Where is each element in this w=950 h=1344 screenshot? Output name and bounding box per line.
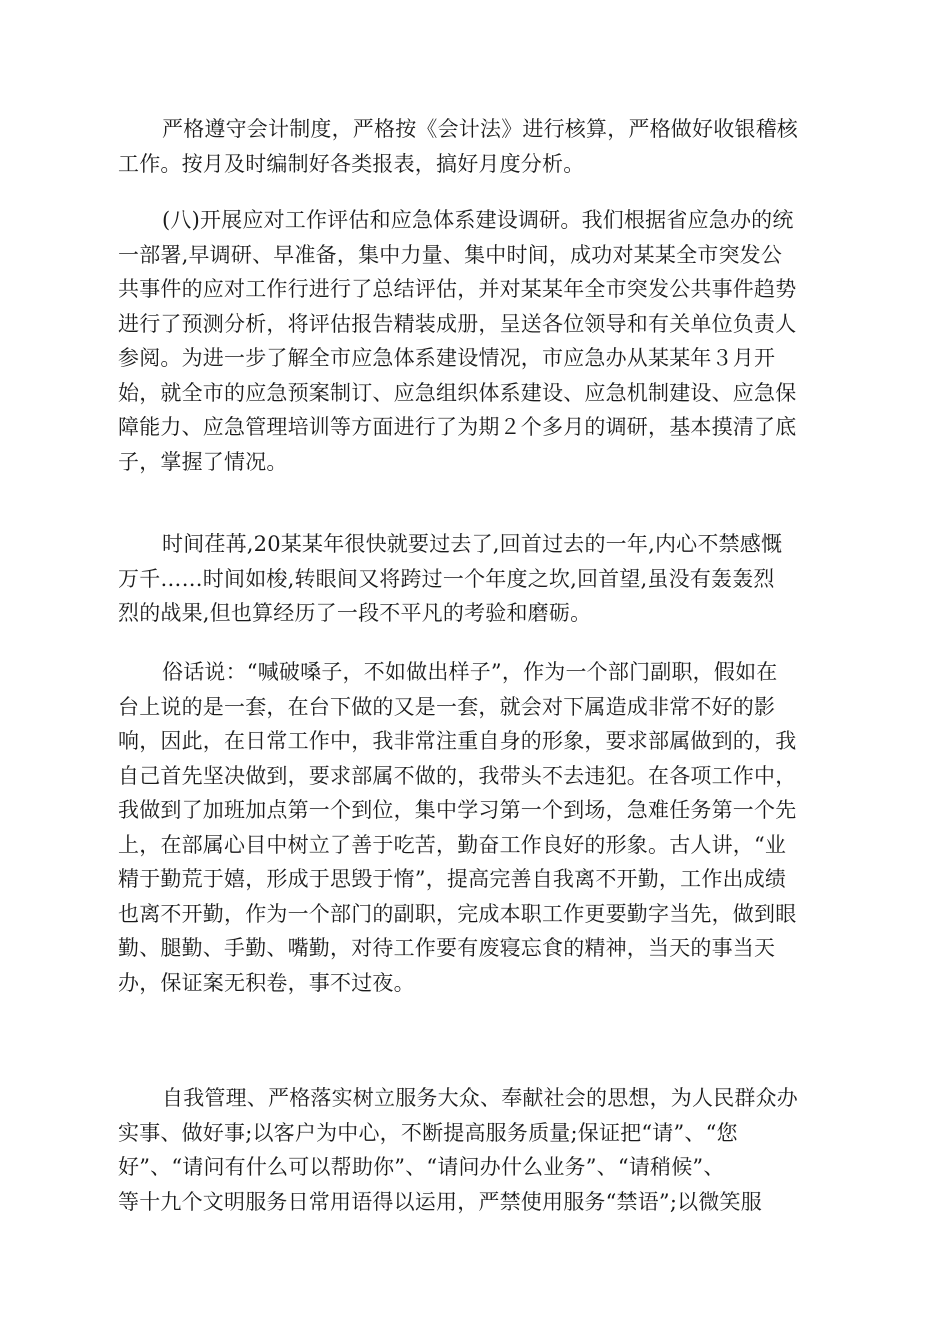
text-line: 精于勤荒于嬉，形成于思毁于惰”，提高完善自我离不开勤，工作出成绩 xyxy=(118,867,787,891)
text-line: 自我管理、严格落实树立服务大众、奉献社会的思想，为人民群众办 xyxy=(162,1086,798,1110)
text-line: 好”、“请问有什么可以帮助你”、“请问办什么业务”、“请稍候”、 xyxy=(118,1155,725,1179)
text-line: 子，掌握了情况。 xyxy=(118,449,288,474)
text-line: 实事、做好事;以客户为中心，不断提高服务质量;保证把“请”、“您 xyxy=(118,1120,738,1145)
text-line: 响，因此，在日常工作中，我非常注重自身的形象，要求部属做到的，我 xyxy=(118,729,797,753)
text-line: 自己首先坚决做到，要求部属不做的，我带头不去违犯。在各项工作中， xyxy=(118,763,797,788)
text-line: 烈的战果,但也算经历了一段不平凡的考验和磨砺。 xyxy=(118,601,592,625)
text-line: 时间荏苒,20某某年很快就要过去了,回首过去的一年,内心不禁感慨 xyxy=(162,532,783,556)
paragraph-emergency-assessment xyxy=(118,203,838,479)
paragraph-accounting xyxy=(118,112,838,181)
text-line: 勤、腿勤、手勤、嘴勤，对待工作要有废寝忘食的精神，当天的事当天 xyxy=(118,936,776,960)
text-line: 上，在部属心目中树立了善于吃苦，勤奋工作良好的形象。古人讲，“业 xyxy=(118,832,787,857)
text-line: 办，保证案无积卷，事不过夜。 xyxy=(118,970,415,995)
text-line: 严格遵守会计制度，严格按《会计法》进行核算，严格做好收银稽核 xyxy=(162,117,798,141)
text-line: 工作。按月及时编制好各类报表，搞好月度分析。 xyxy=(118,151,585,176)
text-line: 障能力、应急管理培训等方面进行了为期２个多月的调研，基本摸清了底 xyxy=(118,415,797,439)
paragraph-service-management xyxy=(118,1081,838,1219)
text-line: 俗话说：“喊破嗓子，不如做出样子”，作为一个部门副职，假如在 xyxy=(162,660,778,684)
text-line: 等十九个文明服务日常用语得以运用，严禁使用服务“禁语”;以微笑服 xyxy=(118,1189,762,1214)
paragraph-leadership-example xyxy=(118,655,838,1000)
text-line: 始，就全市的应急预案制订、应急组织体系建设、应急机制建设、应急保 xyxy=(118,380,797,405)
text-line: 万千……时间如梭,转眼间又将跨过一个年度之坎,回首望,虽没有轰轰烈 xyxy=(118,566,775,591)
text-line: (八)开展应对工作评估和应急体系建设调研。我们根据省应急办的统 xyxy=(162,208,794,232)
text-line: 也离不开勤，作为一个部门的副职，完成本职工作更要勤字当先，做到眼 xyxy=(118,901,797,926)
text-line: 台上说的是一套，在台下做的又是一套，就会对下属造成非常不好的影 xyxy=(118,694,776,719)
text-line: 参阅。为进一步了解全市应急体系建设情况，市应急办从某某年３月开 xyxy=(118,346,776,370)
text-line: 共事件的应对工作行进行了总结评估，并对某某年全市突发公共事件趋势 xyxy=(118,277,797,301)
text-line: 进行了预测分析，将评估报告精装成册，呈送各位领导和有关单位负责人 xyxy=(118,311,797,336)
text-line: 我做到了加班加点第一个到位，集中学习第一个到场，急难任务第一个先 xyxy=(118,798,797,822)
text-line: 一部署,早调研、早准备，集中力量、集中时间，成功对某某全市突发公 xyxy=(118,242,783,267)
paragraph-year-review xyxy=(118,527,838,631)
